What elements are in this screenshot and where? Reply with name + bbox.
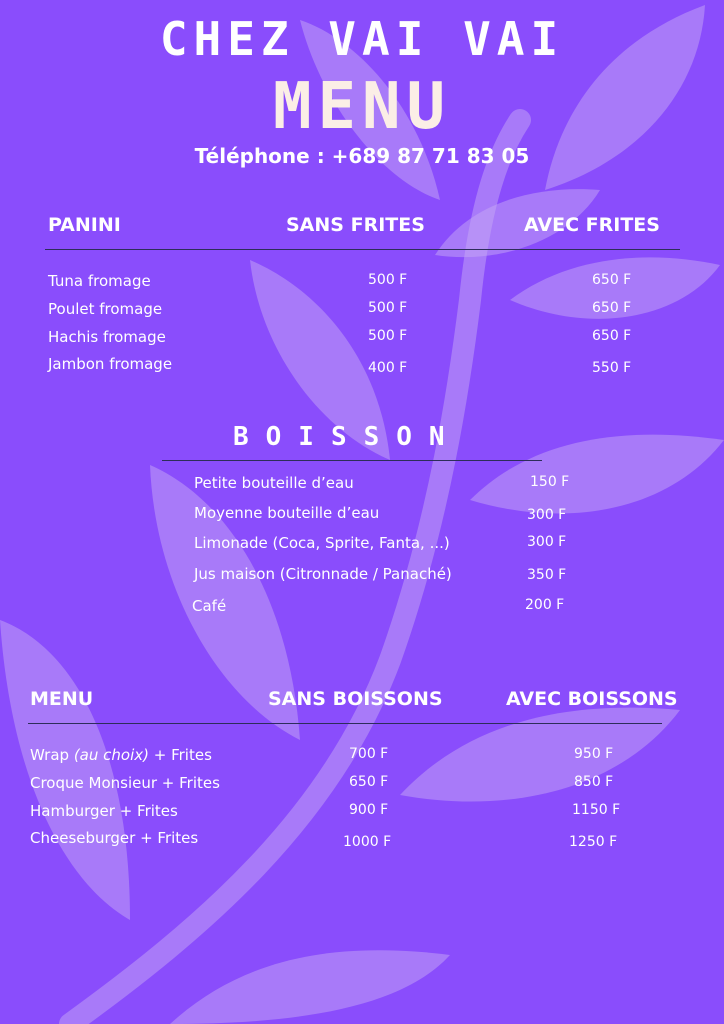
- phone-number: Téléphone : +689 87 71 83 05: [194, 144, 530, 168]
- boisson-price: 350 F: [527, 567, 567, 583]
- divider: [45, 249, 680, 250]
- menu-price-sans: 900 F: [349, 802, 389, 818]
- panini-price-avec: 550 F: [592, 360, 632, 376]
- panini-item: Tuna fromage: [48, 272, 151, 290]
- menu-item: Hamburger + Frites: [30, 802, 178, 820]
- menu-price-sans: 650 F: [349, 774, 389, 790]
- divider: [28, 723, 662, 724]
- menu-header: MENU: [30, 688, 94, 710]
- restaurant-name: CHEZ VAI VAI: [159, 12, 565, 66]
- panini-price-avec: 650 F: [592, 328, 632, 344]
- boisson-price: 300 F: [527, 507, 567, 523]
- panini-price-sans: 500 F: [368, 272, 408, 288]
- sans-frites-header: SANS FRITES: [286, 214, 425, 236]
- panini-price-avec: 650 F: [592, 300, 632, 316]
- boisson-title: BOISSON: [233, 422, 462, 452]
- panini-price-avec: 650 F: [592, 272, 632, 288]
- boisson-item: Moyenne bouteille d’eau: [194, 504, 380, 522]
- panini-header: PANINI: [48, 214, 121, 236]
- menu-price-avec: 1250 F: [569, 834, 618, 850]
- boisson-price: 200 F: [525, 597, 565, 613]
- menu-item: Cheeseburger + Frites: [30, 829, 199, 847]
- panini-item: Hachis fromage: [48, 328, 166, 346]
- boisson-price: 150 F: [530, 474, 570, 490]
- divider: [162, 460, 542, 461]
- panini-price-sans: 400 F: [368, 360, 408, 376]
- boisson-item: Petite bouteille d’eau: [194, 474, 354, 492]
- panini-price-sans: 500 F: [368, 328, 408, 344]
- menu-item-note: (au choix): [73, 746, 149, 764]
- menu-price-sans: 1000 F: [343, 834, 392, 850]
- menu-price-avec: 1150 F: [572, 802, 621, 818]
- boisson-item: Limonade (Coca, Sprite, Fanta, ...): [194, 534, 450, 552]
- sans-boissons-header: SANS BOISSONS: [268, 688, 443, 710]
- boisson-item: Jus maison (Citronnade / Panaché): [194, 565, 452, 583]
- avec-boissons-header: AVEC BOISSONS: [506, 688, 678, 710]
- avec-frites-header: AVEC FRITES: [524, 214, 660, 236]
- menu-price-avec: 850 F: [574, 774, 614, 790]
- menu-title: MENU: [272, 70, 452, 144]
- boisson-item: Café: [192, 597, 227, 615]
- panini-price-sans: 500 F: [368, 300, 408, 316]
- panini-item: Jambon fromage: [48, 355, 173, 373]
- menu-item-suffix: + Frites: [148, 746, 212, 764]
- menu-price-sans: 700 F: [349, 746, 389, 762]
- menu-item-name: Wrap: [30, 746, 70, 764]
- menu-item: Croque Monsieur + Frites: [30, 774, 220, 792]
- menu-price-avec: 950 F: [574, 746, 614, 762]
- menu-item: [30, 746, 212, 764]
- boisson-price: 300 F: [527, 534, 567, 550]
- panini-item: Poulet fromage: [48, 300, 163, 318]
